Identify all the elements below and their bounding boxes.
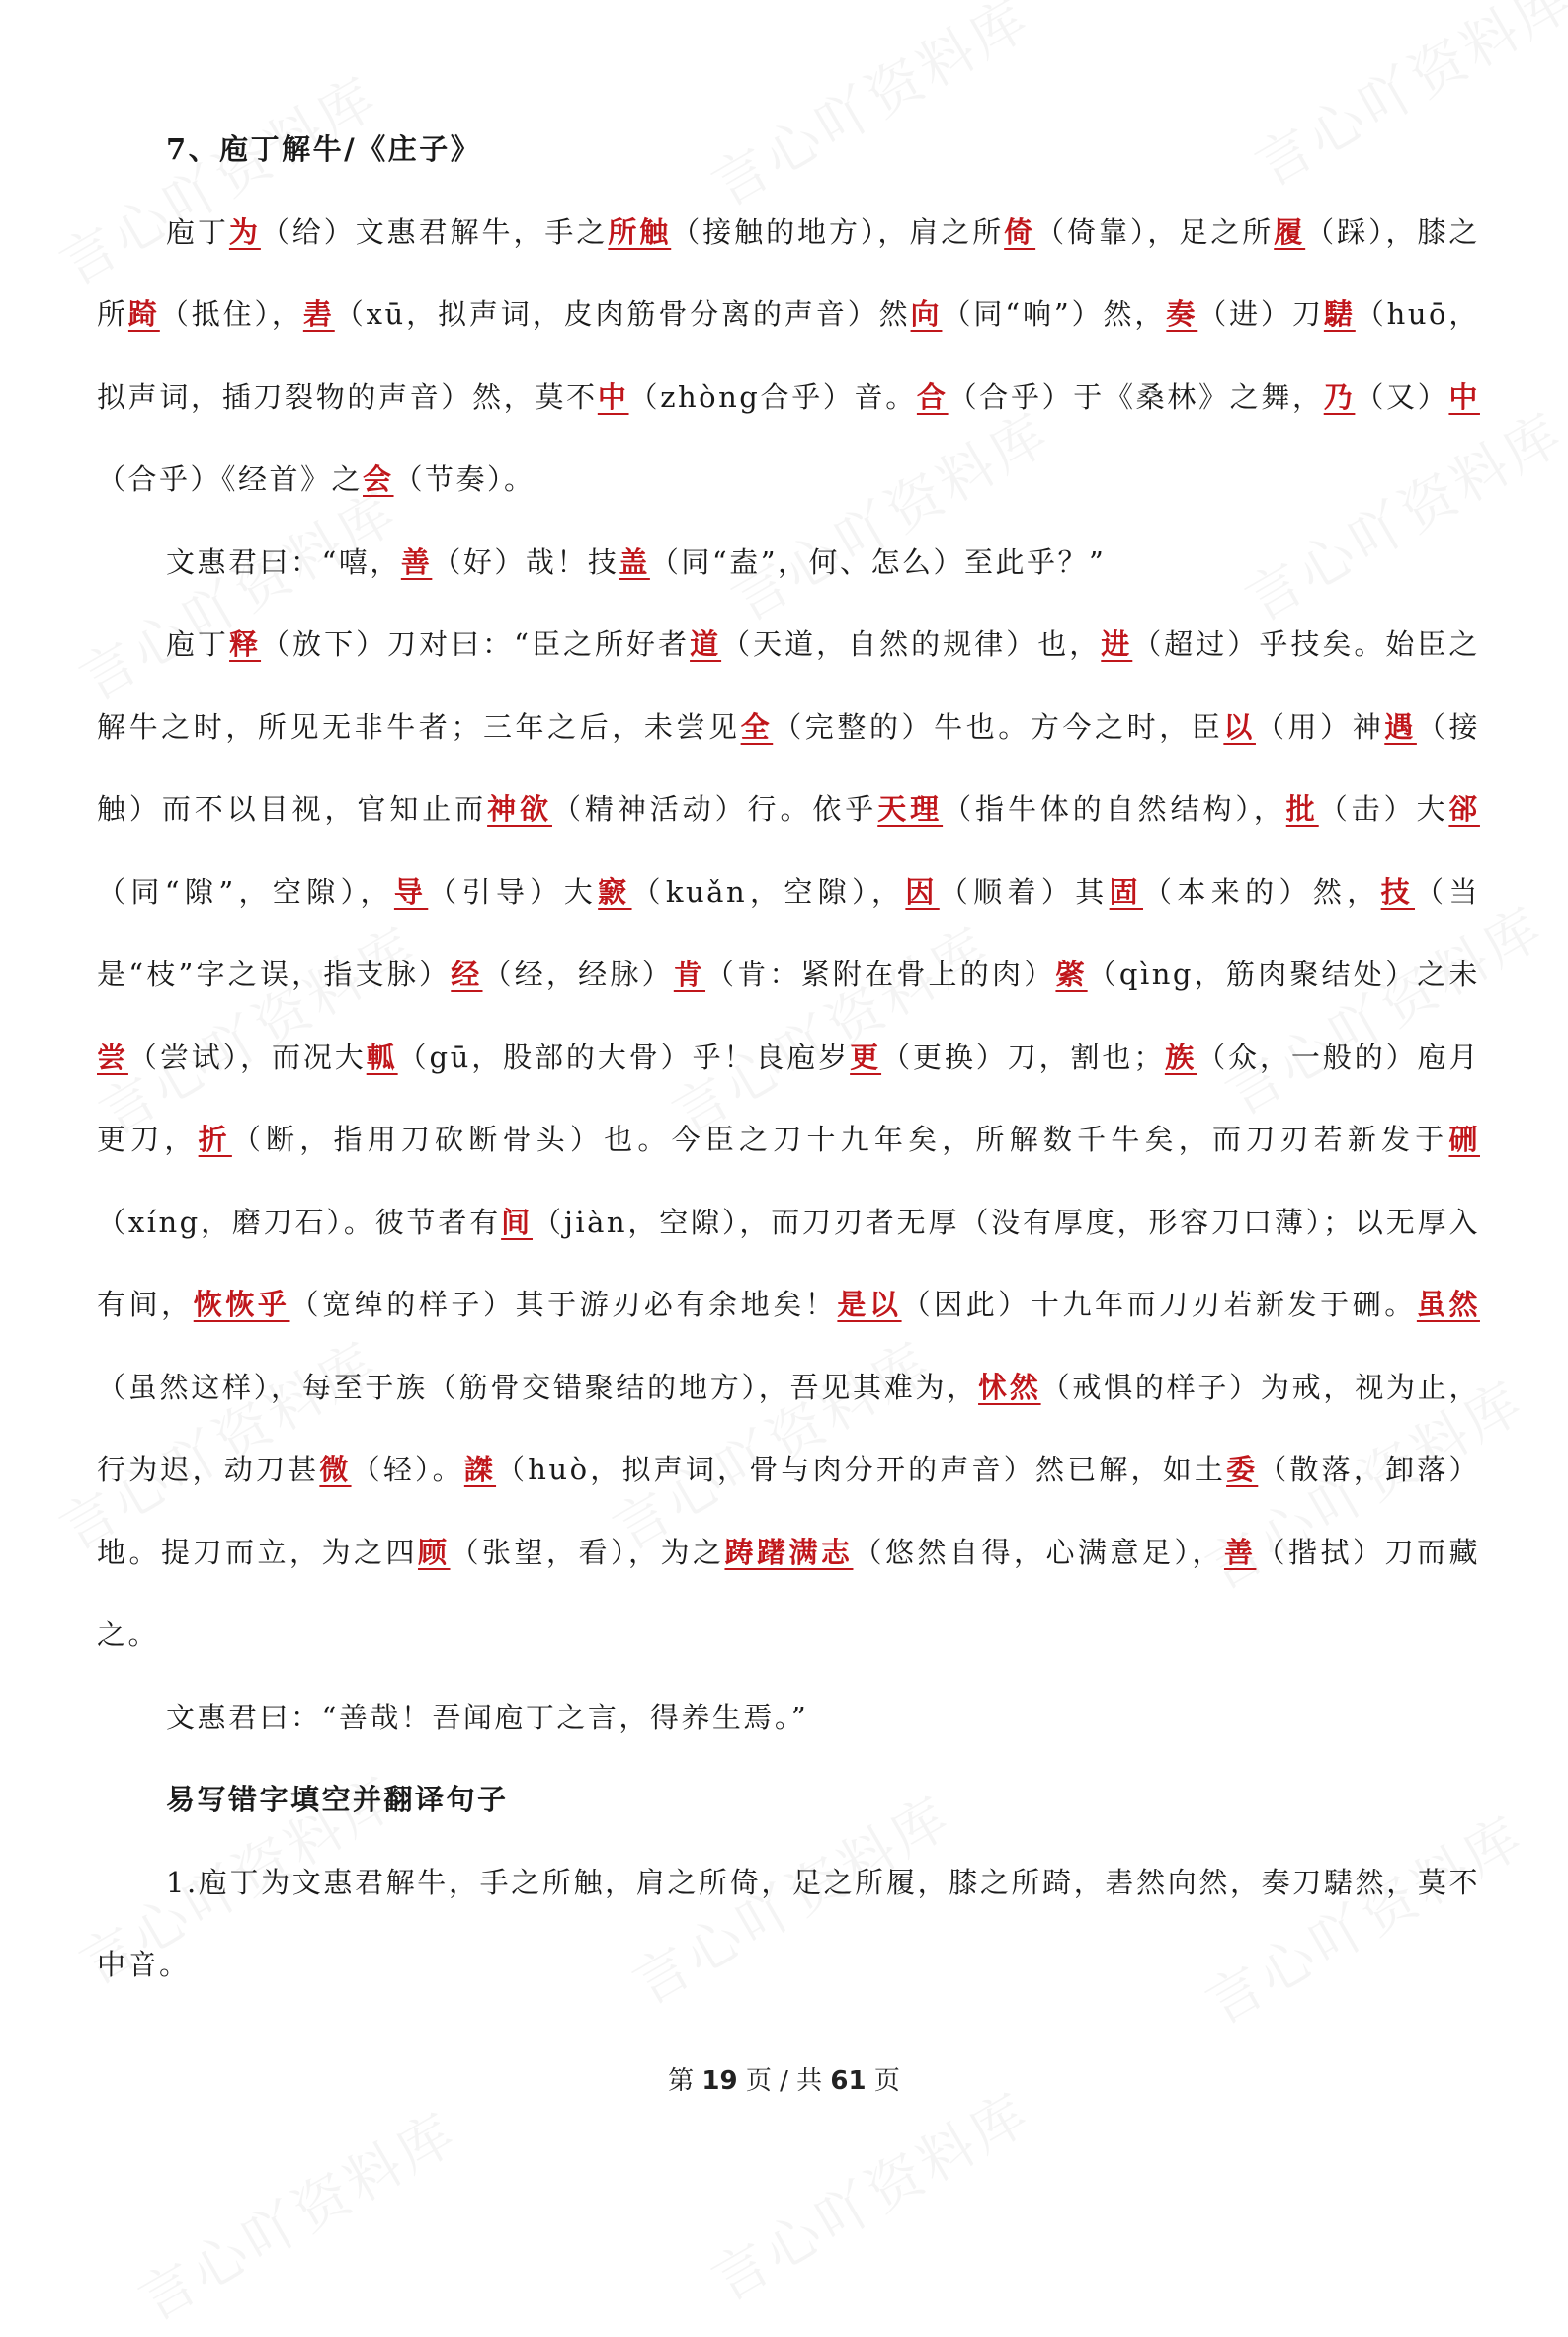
keyword-highlight: 乃	[1323, 379, 1356, 414]
paragraph-text: （倚靠），足之所	[1035, 214, 1275, 249]
keyword-highlight: 善	[1223, 1535, 1257, 1569]
paragraph-text: （散落，卸落）地。提刀而立，为之四	[97, 1453, 1480, 1569]
page-total: 61	[830, 2066, 867, 2096]
paragraph-text: （用）神	[1255, 709, 1385, 744]
paragraph-text: （又）	[1355, 379, 1449, 414]
paragraph-text: （zhòng合乎）音。	[628, 379, 917, 414]
page-footer	[0, 2060, 1568, 2097]
keyword-highlight: 经	[451, 958, 483, 991]
keyword-highlight: 綮	[1055, 958, 1088, 991]
keyword-highlight: 折	[198, 1123, 232, 1156]
keyword-highlight: 硎	[1448, 1123, 1480, 1156]
exercise-sentence: 1.庖丁为文惠君解牛，手之所触，肩之所倚，足之所履，膝之所踦，砉然向然，奏刀騞然，莫不中音。	[97, 1865, 1480, 1981]
keyword-highlight: 怵然	[978, 1370, 1041, 1404]
keyword-highlight: 善	[400, 544, 433, 579]
keyword-highlight: 窾	[598, 875, 632, 909]
keyword-highlight: 砉	[302, 297, 335, 331]
paragraph-text: （kuǎn，空隙），	[631, 875, 906, 909]
keyword-highlight: 道	[690, 627, 722, 661]
keyword-highlight: 批	[1285, 793, 1319, 826]
paragraph-text: （超过）乎技矣。始臣之解牛之时，所见无非牛者；三年之后，未尝见	[97, 627, 1480, 744]
paragraph-text: （接触的地方），肩之所	[671, 214, 1005, 249]
paragraph-text: 文惠君曰：“嘻，	[166, 544, 401, 579]
paragraph-text: （因此）十九年而刀刃若新发于硎。	[901, 1288, 1417, 1321]
paragraph-text: （指牛体的自然结构），	[943, 793, 1286, 826]
paragraph-text: （揩拭）刀而藏之。	[97, 1535, 1480, 1651]
paragraph-text: 文惠君曰：“善哉！吾闻庖丁之言，得养生焉。”	[166, 1700, 809, 1734]
keyword-highlight: 神欲	[487, 793, 552, 826]
keyword-highlight: 间	[501, 1205, 533, 1239]
keyword-highlight: 族	[1164, 1040, 1197, 1074]
paragraph-text: （同“盍”，何、怎么）至此乎？”	[649, 544, 1107, 579]
keyword-highlight: 合	[916, 379, 949, 414]
keyword-highlight: 为	[228, 214, 261, 249]
keyword-highlight: 因	[905, 875, 940, 909]
paragraph-text: （肯：紧附在骨上的肉）	[705, 958, 1056, 991]
paragraph-text: （抵住），	[159, 297, 303, 331]
keyword-highlight: 会	[363, 462, 394, 496]
keyword-highlight: 履	[1274, 214, 1306, 249]
paragraph-text: （更换）刀，割也；	[881, 1040, 1165, 1074]
paragraph	[97, 522, 1480, 605]
keyword-highlight: 遇	[1384, 709, 1417, 744]
keyword-highlight: 顾	[417, 1535, 451, 1569]
paragraph-text: （轻）。	[351, 1453, 464, 1486]
keyword-highlight: 委	[1226, 1453, 1259, 1486]
keyword-highlight: 倚	[1004, 214, 1036, 249]
paragraph-text: （xíng，磨刀石）。彼节者有	[97, 1205, 502, 1239]
keyword-highlight: 全	[740, 709, 774, 744]
keyword-highlight: 进	[1101, 627, 1133, 661]
keyword-highlight: 所触	[608, 214, 672, 249]
document-body	[97, 109, 1480, 2007]
paragraph-text: （合乎）《经首》之	[97, 462, 364, 496]
paragraph-text: （断，指用刀砍断骨头）也。今臣之刀十九年矣，所解数千牛矣，而刀刃若新发于	[231, 1123, 1449, 1156]
paragraph-text: （击）大	[1318, 793, 1449, 826]
paragraph-text: （进）刀	[1197, 297, 1324, 331]
paragraph-text: （qìng，筋肉聚结处）之未	[1087, 958, 1480, 991]
paragraph-text: （顺着）其	[939, 875, 1110, 909]
keyword-highlight: 以	[1223, 709, 1256, 744]
keyword-highlight: 向	[910, 297, 943, 331]
paragraph-text: （完整的）牛也。方今之时，臣	[773, 709, 1224, 744]
paragraph-text: （悠然自得，心满意足），	[853, 1535, 1224, 1569]
keyword-highlight: 恢恢乎	[193, 1288, 290, 1321]
paragraph-text: （本来的）然，	[1143, 875, 1381, 909]
paragraph-text: 庖丁	[166, 214, 229, 249]
keyword-highlight: 踦	[127, 297, 160, 331]
keyword-highlight: 謋	[463, 1453, 497, 1486]
paragraph-text: （同“响”）然，	[942, 297, 1167, 331]
paragraph-text: （当是“枝”字之误，指支脉）	[97, 875, 1480, 991]
paragraph	[97, 604, 1480, 1677]
watermark-text	[123, 2090, 470, 2336]
footer-suffix: 页	[873, 2066, 900, 2096]
paragraph	[97, 1677, 1480, 1760]
keyword-highlight: 释	[229, 627, 262, 661]
paragraph-text: （huò，拟声词，骨与肉分开的声音）然已解，如土	[496, 1453, 1227, 1486]
keyword-highlight: 是以	[837, 1288, 902, 1321]
paragraph-text: （精神活动）行。依乎	[551, 793, 878, 826]
keyword-highlight: 天理	[877, 793, 944, 826]
paragraph-text: （虽然这样），每至于族（筋骨交错聚结的地方），吾见其难为，	[97, 1370, 979, 1404]
keyword-highlight: 踌躇满志	[724, 1535, 854, 1569]
keyword-highlight: 技	[1380, 875, 1415, 909]
paragraph-text: （同“隙”，空隙），	[97, 875, 394, 909]
paragraph-text: （尝试），而况大	[127, 1040, 367, 1074]
paragraph-text: （给）文惠君解牛，手之	[260, 214, 609, 249]
keyword-highlight: 騞	[1323, 297, 1356, 331]
keyword-highlight: 郤	[1448, 793, 1480, 826]
keyword-highlight: 固	[1109, 875, 1143, 909]
keyword-highlight: 肯	[673, 958, 706, 991]
paragraph	[97, 192, 1480, 522]
keyword-highlight: 虽然	[1416, 1288, 1480, 1321]
section-title: 易写错字填空并翻译句子	[166, 1783, 509, 1816]
page-number: 19	[701, 2066, 738, 2096]
keyword-highlight: 中	[597, 379, 629, 414]
paragraph-text: （天道，自然的规律）也，	[721, 627, 1102, 661]
paragraph-text: （经，经脉）	[482, 958, 674, 991]
paragraph-text: （节奏）。	[393, 462, 536, 496]
paragraph-text: （jiàn，空隙），而刀刃者无厚（没有厚度，形容刀口薄）；以无厚入有间，	[97, 1205, 1480, 1321]
article-title: 7、庖丁解牛/《庄子》	[166, 132, 482, 166]
paragraph-text: （接触）而不以目视，官知止而	[97, 709, 1480, 826]
keyword-highlight: 微	[319, 1453, 352, 1486]
paragraph-text: （张望，看），为之	[450, 1535, 725, 1569]
watermark-text	[696, 2070, 1043, 2316]
paragraph-text: （xū，拟声词，皮肉筋骨分离的声音）然	[334, 297, 911, 331]
keyword-highlight: 尝	[97, 1040, 128, 1074]
paragraph-text: （放下）刀对曰：“臣之所好者	[261, 627, 691, 661]
paragraph-text: （合乎）于《桑林》之舞，	[948, 379, 1324, 414]
keyword-highlight: 中	[1448, 379, 1480, 414]
paragraph-text: （戒惧的样子）为戒，视为止，行为迟，动刀甚	[97, 1370, 1480, 1486]
keyword-highlight: 更	[850, 1040, 882, 1074]
paragraph-text: （好）哉！技	[432, 544, 619, 579]
keyword-highlight: 奏	[1166, 297, 1198, 331]
keyword-highlight: 盖	[619, 544, 650, 579]
paragraph-text: （踩），膝之所	[97, 214, 1480, 331]
keyword-highlight: 軱	[366, 1040, 398, 1074]
footer-prefix: 第	[668, 2066, 695, 2096]
article-paragraphs	[97, 192, 1480, 1760]
paragraph-text: （众，一般的）庖月更刀，	[97, 1040, 1480, 1156]
paragraph-text: （宽绰的样子）其于游刃必有余地矣！	[289, 1288, 838, 1321]
footer-middle: 页 / 共	[745, 2066, 823, 2096]
paragraph-text: （引导）大	[428, 875, 599, 909]
paragraph-text: （huō，拟声词，插刀裂物的声音）然，莫不	[97, 297, 1480, 414]
paragraph-text: （gū，股部的大骨）乎！良庖岁	[397, 1040, 851, 1074]
keyword-highlight: 导	[393, 875, 429, 909]
paragraph-text: 庖丁	[166, 627, 230, 661]
